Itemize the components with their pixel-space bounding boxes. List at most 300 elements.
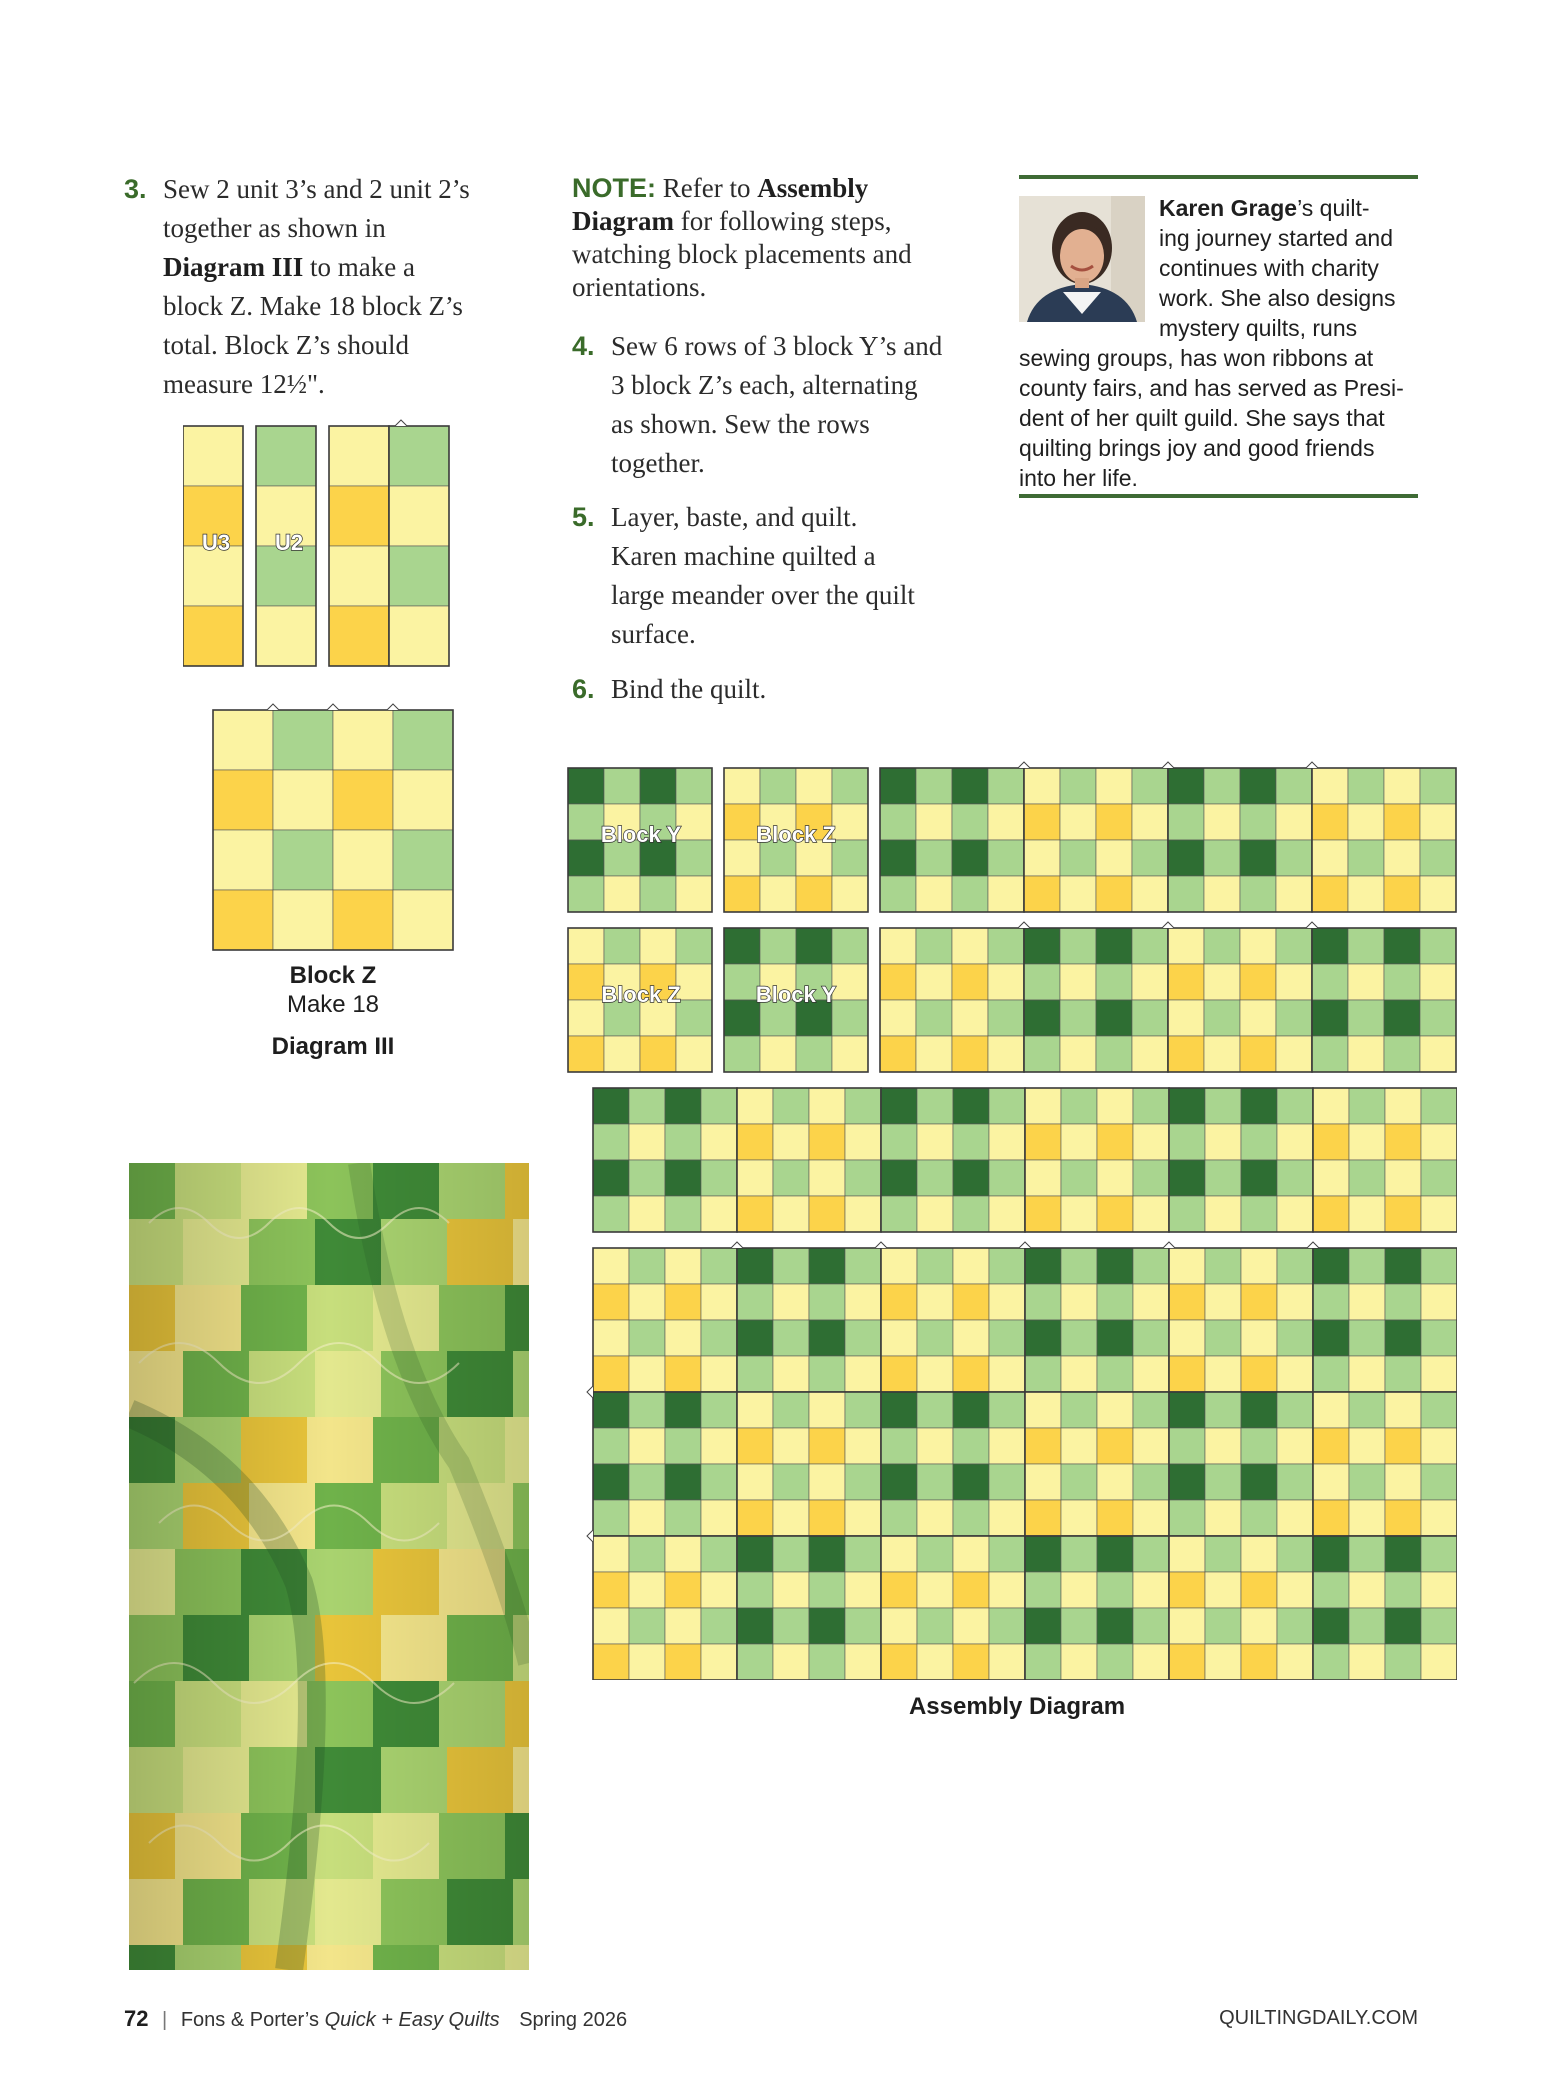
block-y-square (953, 1160, 989, 1196)
block-y-square (1205, 1464, 1241, 1500)
block-y-square (1421, 1320, 1457, 1356)
block-z-square (989, 1320, 1025, 1356)
block-y-square (1277, 1464, 1313, 1500)
block-z-square (1385, 1464, 1421, 1500)
block-y-square (1169, 1160, 1205, 1196)
block-z-square (881, 1320, 917, 1356)
block-z-square (917, 1356, 953, 1392)
assembly-label-wrap (568, 982, 714, 1008)
block-z-square (1420, 840, 1456, 876)
block-z-square (1096, 804, 1132, 840)
block-z-square (1385, 1196, 1421, 1232)
block-z-square (213, 710, 273, 770)
block-y-square (1024, 964, 1060, 1000)
block-z-square (593, 1320, 629, 1356)
block-z-square (701, 1536, 737, 1572)
block-z-square (1061, 1500, 1097, 1536)
block-y-square (881, 1500, 917, 1536)
block-z-square (737, 1124, 773, 1160)
step-line: Sew 2 unit 3’s and 2 unit 2’s (163, 174, 470, 204)
block-y-square (1025, 1644, 1061, 1680)
block-z-square (1313, 1160, 1349, 1196)
bio-name: Karen Grage (1159, 195, 1298, 221)
block-y-square (1025, 1536, 1061, 1572)
block-z-square (1384, 768, 1420, 804)
block-z-square (881, 1248, 917, 1284)
block-y-square (809, 1644, 845, 1680)
block-y-square (880, 768, 916, 804)
block-y-square (809, 1608, 845, 1644)
block-y-square (881, 1124, 917, 1160)
block-y-square (1133, 1356, 1169, 1392)
block-y-square (1349, 1536, 1385, 1572)
step-line: Layer, baste, and quilt. (611, 502, 858, 532)
block-y-square (989, 1464, 1025, 1500)
block-y-square (701, 1428, 737, 1464)
block-y-square (737, 1572, 773, 1608)
block-z-square (953, 1536, 989, 1572)
block-y-square (1025, 1572, 1061, 1608)
block-z-square (665, 1644, 701, 1680)
step-line: block Z. Make 18 block Z’s (163, 291, 463, 321)
block-y-square (989, 1392, 1025, 1428)
block-y-square (1132, 1036, 1168, 1072)
block-y-square (916, 768, 952, 804)
block-z-square (953, 1572, 989, 1608)
block-y-square (917, 1196, 953, 1232)
block-z-square (1348, 876, 1384, 912)
block-z-square (737, 1088, 773, 1124)
block-y-square (665, 1196, 701, 1232)
block-z-square (629, 1356, 665, 1392)
block-y-square (845, 1536, 881, 1572)
block-y-square (1205, 1428, 1241, 1464)
block-y-square (953, 1464, 989, 1500)
block-y-square (1385, 1320, 1421, 1356)
block-y-square (1169, 1428, 1205, 1464)
block-z-square (809, 1124, 845, 1160)
block-y-square (1241, 1392, 1277, 1428)
block-z-square (213, 890, 273, 950)
block-z-square (676, 1036, 712, 1072)
block-y-square (1061, 1644, 1097, 1680)
block-y-square (989, 1500, 1025, 1536)
block-y-square (593, 1124, 629, 1160)
block-y-square (989, 1088, 1025, 1124)
block-y-square (760, 1036, 796, 1072)
block-y-square (1385, 1608, 1421, 1644)
block-z-square (1312, 768, 1348, 804)
step-line: 3 block Z’s each, alternating (611, 370, 918, 400)
block-z-square (1025, 1124, 1061, 1160)
step-5 (572, 498, 992, 654)
block-y-square (881, 1088, 917, 1124)
block-y-square (1385, 1284, 1421, 1320)
note-reference: Assembly (757, 173, 869, 203)
block-z-square (273, 890, 333, 950)
block-y-square (1421, 1608, 1457, 1644)
block-y-square (1241, 1464, 1277, 1500)
block-z-square (1421, 1088, 1457, 1124)
block-z-square (989, 1572, 1025, 1608)
block-y-square (1349, 1572, 1385, 1608)
note-text: for following steps, (680, 206, 892, 236)
block-y-square (1421, 1356, 1457, 1392)
press-arrow (1307, 1242, 1319, 1248)
block-z-square (988, 1000, 1024, 1036)
block-z-square (953, 1320, 989, 1356)
block-y-square (796, 1036, 832, 1072)
block-z-square (1096, 876, 1132, 912)
block-z-square (1097, 1088, 1133, 1124)
block-z-square (881, 1536, 917, 1572)
block-z-square (1024, 804, 1060, 840)
block-z-square (917, 1536, 953, 1572)
block-y-square (1277, 1088, 1313, 1124)
block-z-square (1241, 1608, 1277, 1644)
block-z-square (1276, 1036, 1312, 1072)
press-arrow (587, 1530, 593, 1542)
bio-line: county fairs, and has served as Presi- (1019, 375, 1404, 401)
block-y-square (916, 804, 952, 840)
block-y-square (881, 1464, 917, 1500)
unit-square (389, 486, 449, 546)
step-line: measure 12½". (163, 369, 325, 399)
block-z-square (333, 710, 393, 770)
block-y-square (1060, 928, 1096, 964)
block-z-square (737, 1392, 773, 1428)
press-arrow (731, 1242, 743, 1248)
block-y-square (881, 1160, 917, 1196)
block-z-square (1421, 1392, 1457, 1428)
block-y-square (593, 1088, 629, 1124)
block-y-square (881, 1428, 917, 1464)
block-y-square (640, 876, 676, 912)
block-z-square (1241, 1536, 1277, 1572)
block-z-square (629, 1644, 665, 1680)
block-y-square (1384, 1000, 1420, 1036)
block-z-square (701, 1320, 737, 1356)
block-z-square (953, 1644, 989, 1680)
bio-line: work. She also designs (1159, 285, 1396, 311)
block-z-square (1277, 1572, 1313, 1608)
block-z-square (701, 1356, 737, 1392)
bio-line: sewing groups, has won ribbons at (1019, 345, 1374, 371)
block-z-square (881, 1356, 917, 1392)
block-z-square (1277, 1320, 1313, 1356)
block-y-square (1313, 1320, 1349, 1356)
block-y-square (989, 1124, 1025, 1160)
press-arrow (387, 704, 399, 710)
block-z-square (1385, 1392, 1421, 1428)
block-z-square (1169, 1284, 1205, 1320)
block-y-square (1169, 1464, 1205, 1500)
block-z-square (1133, 1088, 1169, 1124)
block-z-square (1421, 1464, 1457, 1500)
block-z-square (1097, 1196, 1133, 1232)
block-z-square (1204, 1000, 1240, 1036)
block-z-square (1276, 1000, 1312, 1036)
block-z-square (953, 1356, 989, 1392)
block-z-diagram (212, 700, 458, 952)
block-z-square (629, 1572, 665, 1608)
block-z-square (1349, 1428, 1385, 1464)
block-z-square (773, 1392, 809, 1428)
block-y-square (1096, 1036, 1132, 1072)
block-z-square (1205, 1320, 1241, 1356)
block-z-square (1097, 1392, 1133, 1428)
block-y-square (1025, 1248, 1061, 1284)
block-z-square (593, 1356, 629, 1392)
block-z-square (809, 1428, 845, 1464)
block-y-square (1097, 1320, 1133, 1356)
block-y-square (1241, 1500, 1277, 1536)
block-y-square (593, 1196, 629, 1232)
block-z-square (1349, 1160, 1385, 1196)
block-z-square (1097, 1500, 1133, 1536)
block-y-square (629, 1124, 665, 1160)
block-y-square (917, 1392, 953, 1428)
block-z-square (393, 830, 453, 890)
block-y-square (1168, 876, 1204, 912)
block-y-square (832, 928, 868, 964)
block-y-square (1061, 1320, 1097, 1356)
block-y-square (1240, 768, 1276, 804)
press-arrow (1162, 922, 1174, 928)
unit-square (183, 606, 243, 666)
block-y-square (1349, 1644, 1385, 1680)
block-y-square (676, 876, 712, 912)
step-line: Sew 6 rows of 3 block Y’s and (611, 331, 943, 361)
block-z-square (773, 1500, 809, 1536)
block-y-square (665, 1160, 701, 1196)
block-z-square (1061, 1428, 1097, 1464)
block-y-square (1169, 1088, 1205, 1124)
block-label: Block Z (756, 822, 836, 847)
block-y-square (665, 1124, 701, 1160)
block-y-square (1240, 876, 1276, 912)
block-y-square (1168, 804, 1204, 840)
block-y-square (701, 1500, 737, 1536)
block-y-square (1276, 804, 1312, 840)
block-y-square (952, 768, 988, 804)
block-y-square (1277, 1500, 1313, 1536)
unit-square (329, 546, 389, 606)
block-y-square (1060, 1036, 1096, 1072)
step-line: together. (611, 448, 705, 478)
block-z-square (953, 1608, 989, 1644)
block-z-square (333, 770, 393, 830)
block-z-square (1169, 1248, 1205, 1284)
block-y-square (1276, 876, 1312, 912)
block-z-square (845, 1160, 881, 1196)
block-z-square (796, 768, 832, 804)
block-z-square (1241, 1320, 1277, 1356)
block-y-square (629, 1428, 665, 1464)
block-y-square (1276, 840, 1312, 876)
block-y-square (760, 928, 796, 964)
block-y-square (1312, 928, 1348, 964)
block-y-square (1205, 1124, 1241, 1160)
block-y-square (1061, 1536, 1097, 1572)
block-y-square (1384, 928, 1420, 964)
block-y-square (1060, 964, 1096, 1000)
block-z-square (773, 1428, 809, 1464)
assembly-label-wrap (723, 822, 869, 848)
block-z-square (701, 1248, 737, 1284)
block-y-square (1205, 1196, 1241, 1232)
block-z-square (1025, 1464, 1061, 1500)
block-z-square (1276, 964, 1312, 1000)
block-y-square (832, 1036, 868, 1072)
block-y-square (1385, 1536, 1421, 1572)
block-y-square (1132, 1000, 1168, 1036)
block-z-square (1168, 964, 1204, 1000)
block-y-square (1204, 804, 1240, 840)
block-y-square (953, 1124, 989, 1160)
block-z-square (665, 1284, 701, 1320)
block-y-square (988, 876, 1024, 912)
block-z-square (760, 876, 796, 912)
block-z-square (809, 1392, 845, 1428)
block-y-square (1421, 1572, 1457, 1608)
block-z-square (1241, 1644, 1277, 1680)
block-z-square (773, 1160, 809, 1196)
block-z-square (952, 928, 988, 964)
block-z-square (629, 1284, 665, 1320)
block-y-square (1133, 1572, 1169, 1608)
block-z-square (1205, 1284, 1241, 1320)
block-y-square (845, 1320, 881, 1356)
block-y-square (1349, 1320, 1385, 1356)
block-z-square (953, 1248, 989, 1284)
block-z-square (988, 1036, 1024, 1072)
block-z-square (1313, 1196, 1349, 1232)
block-y-square (1313, 1356, 1349, 1392)
block-z-square (1133, 1428, 1169, 1464)
block-y-square (773, 1644, 809, 1680)
block-y-square (1349, 1284, 1385, 1320)
block-z-square (832, 876, 868, 912)
publisher: Fons & Porter’s (180, 2009, 320, 2031)
block-y-square (1205, 1392, 1241, 1428)
bio-line: dent of her quilt guild. She says that (1019, 405, 1385, 431)
step-line: as shown. Sew the rows (611, 409, 870, 439)
block-y-square (1204, 876, 1240, 912)
block-z-square (1313, 1428, 1349, 1464)
block-z-square (1097, 1464, 1133, 1500)
block-z-square (737, 1428, 773, 1464)
block-z-square (952, 1000, 988, 1036)
block-z-square (393, 890, 453, 950)
block-z-square (845, 1196, 881, 1232)
block-z-square (1276, 928, 1312, 964)
press-arrow (1306, 922, 1318, 928)
block-y-square (1276, 768, 1312, 804)
block-y-square (1421, 1536, 1457, 1572)
block-z-square (593, 1248, 629, 1284)
block-y-square (1277, 1392, 1313, 1428)
step-line: to make a (310, 252, 415, 282)
block-z-square (1349, 1500, 1385, 1536)
press-arrow (1306, 762, 1318, 768)
block-z-square (1168, 1000, 1204, 1036)
assembly-title: Assembly Diagram (908, 1693, 1126, 1720)
block-y-square (665, 1500, 701, 1536)
block-z-square (809, 1160, 845, 1196)
block-y-square (1421, 1284, 1457, 1320)
block-y-square (737, 1536, 773, 1572)
step-4 (572, 327, 992, 483)
block-z-square (593, 1536, 629, 1572)
diagram-title: Diagram III (271, 1033, 395, 1060)
block-z-square (1420, 768, 1456, 804)
block-z-square (1025, 1428, 1061, 1464)
block-z-square (1385, 1428, 1421, 1464)
block-z-square (1132, 804, 1168, 840)
block-z-square (1132, 876, 1168, 912)
block-z-square (665, 1536, 701, 1572)
block-z-square (917, 1284, 953, 1320)
block-y-square (1349, 1608, 1385, 1644)
block-z-square (796, 876, 832, 912)
block-z-square (845, 1500, 881, 1536)
block-y-square (1133, 1248, 1169, 1284)
block-y-square (1024, 1000, 1060, 1036)
assembly-label-wrap (723, 982, 869, 1008)
block-z-square (1349, 1464, 1385, 1500)
block-z-square (1025, 1196, 1061, 1232)
block-z-square (604, 1036, 640, 1072)
unit-square (389, 546, 449, 606)
bio-text (1019, 193, 1419, 493)
block-y-square (917, 1464, 953, 1500)
step-line: total. Block Z’s should (163, 330, 409, 360)
block-y-square (1241, 1124, 1277, 1160)
block-y-square (1169, 1196, 1205, 1232)
block-z-square (917, 1608, 953, 1644)
block-y-square (1025, 1284, 1061, 1320)
assembly-diagram (567, 760, 1457, 1680)
block-z-square (773, 1196, 809, 1232)
block-z-square (1097, 1124, 1133, 1160)
block-y-square (1133, 1320, 1169, 1356)
block-z-square (1025, 1160, 1061, 1196)
block-y-square (701, 1088, 737, 1124)
block-y-square (845, 1644, 881, 1680)
block-z-square (916, 928, 952, 964)
block-y-square (1025, 1320, 1061, 1356)
bio-bottom-rule (1019, 494, 1418, 498)
block-z-square (1348, 840, 1384, 876)
block-z-square (1241, 1356, 1277, 1392)
note-label: NOTE: (572, 173, 656, 203)
block-z-square (1025, 1500, 1061, 1536)
block-y-square (629, 1196, 665, 1232)
block-y-square (953, 1392, 989, 1428)
unit-square (256, 606, 316, 666)
block-y-square (1061, 1356, 1097, 1392)
block-z-square (676, 928, 712, 964)
block-z-square (880, 928, 916, 964)
issue: Spring 2026 (519, 2009, 628, 2031)
block-z-square (1096, 840, 1132, 876)
block-y-square (1168, 768, 1204, 804)
block-z-square (724, 876, 760, 912)
step-number: 5. (572, 502, 595, 532)
block-z-square (1132, 768, 1168, 804)
block-y-square (737, 1284, 773, 1320)
